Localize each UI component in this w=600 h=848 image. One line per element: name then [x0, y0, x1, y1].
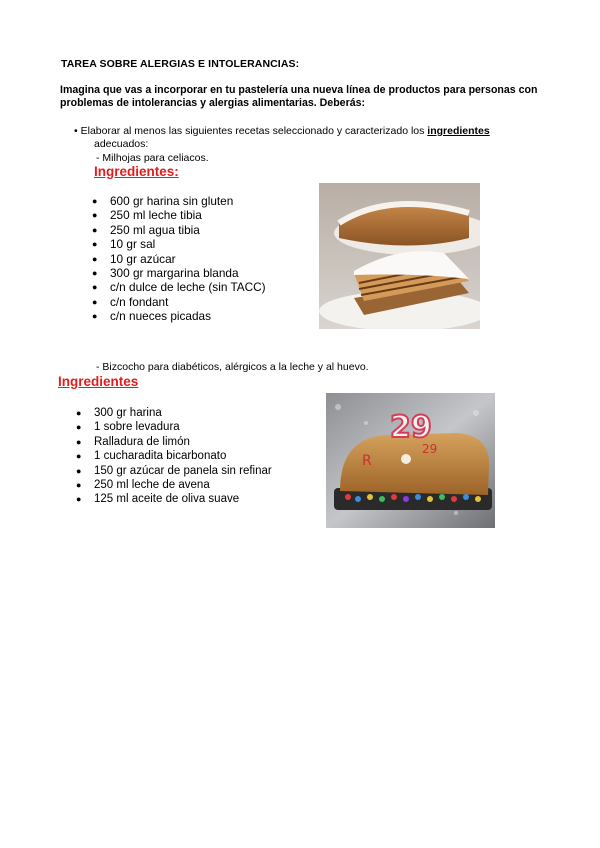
bizcocho-photo: [326, 393, 495, 528]
bullet-icon: ●: [92, 296, 98, 307]
recipe-1-heading: Ingredientes:: [94, 164, 179, 179]
bullet-icon: ●: [92, 224, 98, 235]
bullet-icon: ●: [76, 479, 82, 490]
bullet-icon: ●: [76, 436, 82, 447]
bullet-icon: ●: [92, 282, 98, 293]
recipe-2-subtitle: - Bizcocho para diabéticos, alérgicos a la leche y al huevo.: [96, 361, 369, 373]
task-bullet: •: [74, 125, 78, 137]
task-line: [74, 125, 490, 138]
bullet-icon: ●: [92, 311, 98, 322]
task-text: Elaborar al menos las siguientes recetas seleccionado y caracterizado los: [80, 125, 425, 137]
bullet-icon: ●: [76, 422, 82, 433]
bullet-icon: ●: [76, 465, 82, 476]
bullet-icon: ●: [92, 210, 98, 221]
svg-text:R: R: [362, 453, 372, 469]
bullet-icon: ●: [76, 408, 82, 418]
milhojas-photo: [319, 183, 480, 329]
document-title: TAREA SOBRE ALERGIAS E INTOLERANCIAS:: [61, 58, 300, 70]
bullet-icon: ●: [92, 196, 98, 206]
bullet-icon: ●: [76, 451, 82, 462]
task-keyword: ingredientes: [427, 125, 490, 137]
bullet-icon: ●: [92, 239, 98, 250]
svg-text:29: 29: [422, 442, 438, 456]
recipe-1-subtitle: - Milhojas para celiacos.: [96, 152, 209, 164]
bullet-icon: ●: [92, 253, 98, 264]
recipe-2-heading: Ingredientes: [58, 374, 139, 389]
bullet-icon: ●: [76, 494, 82, 505]
task-line-continued: adecuados:: [94, 138, 149, 150]
bullet-icon: ●: [92, 267, 98, 278]
svg-text:29: 29: [390, 410, 432, 445]
intro-paragraph: Imagina que vas a incorporar en tu pastelería una nueva línea de productos para personas con problemas de intolerancias y alergias alimentarias. Deberás:: [60, 84, 538, 109]
